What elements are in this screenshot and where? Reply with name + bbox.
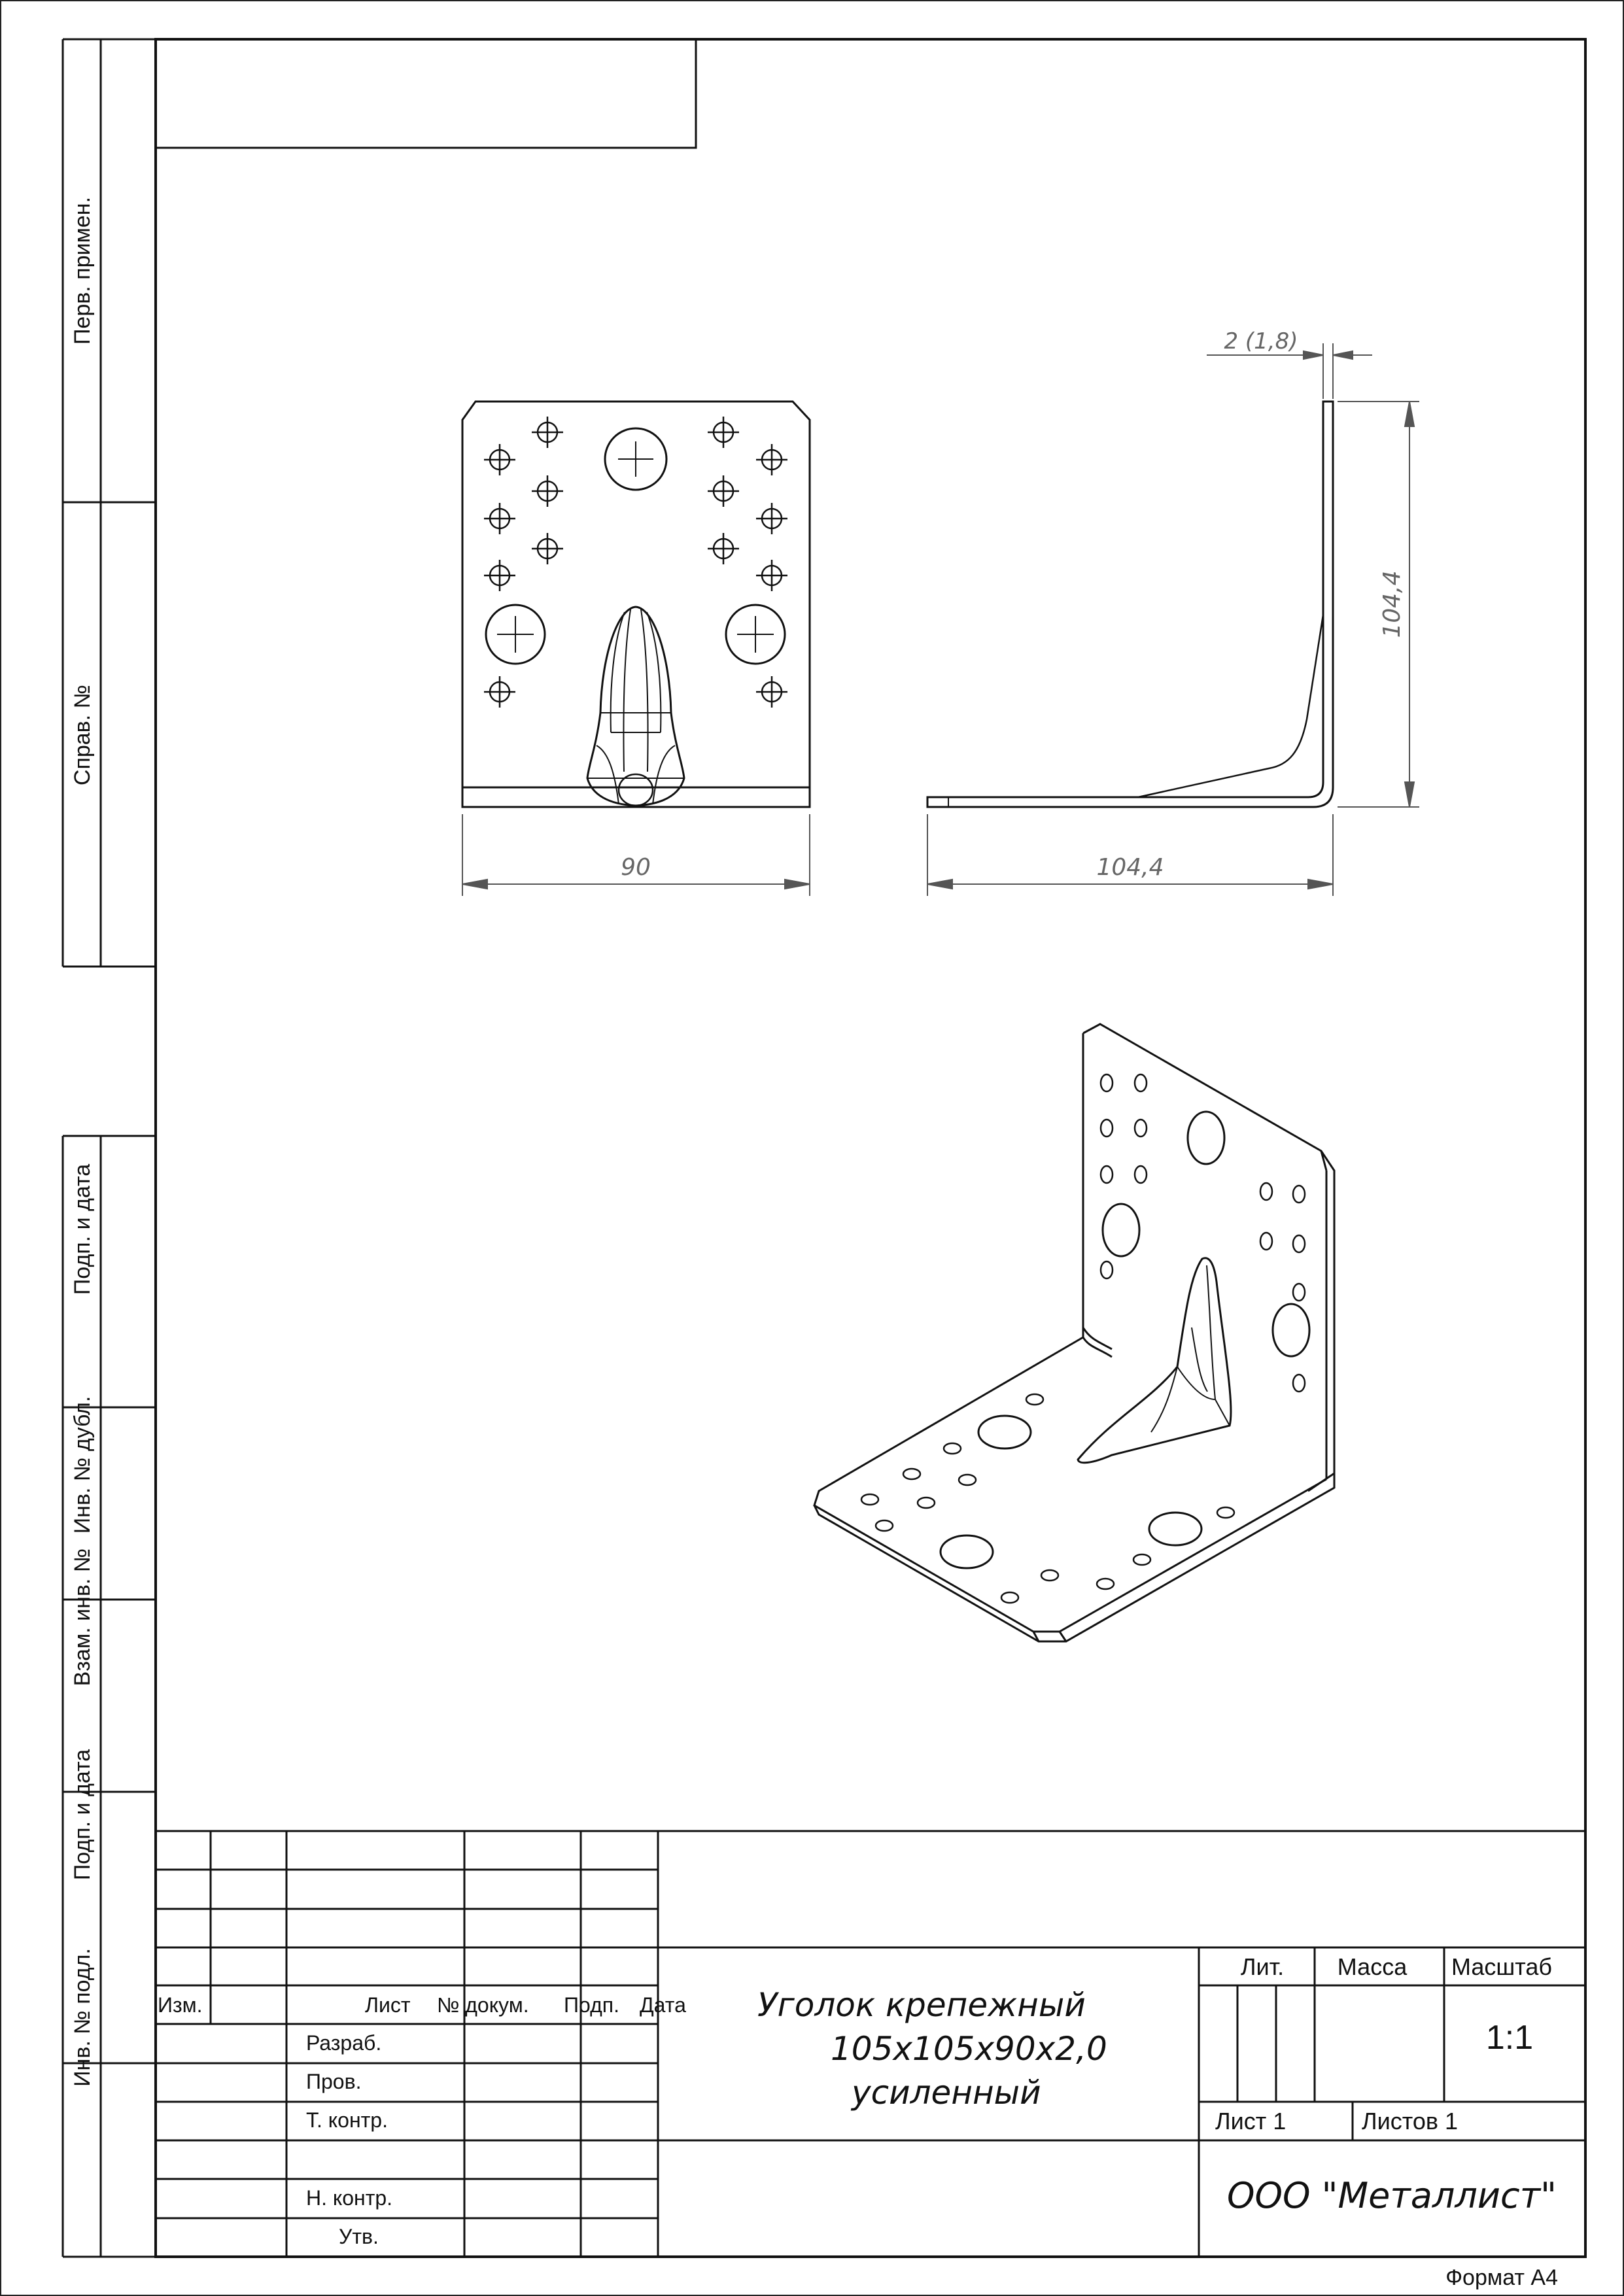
tb-title-line1: Уголок крепежный xyxy=(757,1986,1086,2024)
side-label-perv-primen: Перв. примен. xyxy=(70,196,95,345)
tb-role-utv: Утв. xyxy=(339,2225,379,2248)
tb-role-t-kontr: Т. контр. xyxy=(306,2108,388,2132)
tb-header-no-dokum: № докум. xyxy=(437,1993,529,2017)
dim-side-width-text: 104,4 xyxy=(1096,854,1164,881)
isometric-view xyxy=(814,1024,1334,1641)
dim-side-height-text: 104,4 xyxy=(1379,570,1406,638)
tb-header-podp: Подп. xyxy=(564,1993,619,2017)
tb-header-izm: Изм. xyxy=(158,1993,203,2017)
tb-header-data: Дата xyxy=(640,1993,686,2017)
tb-company: ООО "Металлист" xyxy=(1227,2175,1557,2216)
tb-massa-label: Масса xyxy=(1337,1953,1408,1980)
side-strip xyxy=(63,39,156,2257)
tb-sheet-label: Лист 1 xyxy=(1215,2108,1287,2134)
main-frame xyxy=(156,39,1585,2257)
tb-scale-value: 1:1 xyxy=(1485,2019,1534,2057)
side-label-podp-data-1: Подп. и дата xyxy=(70,1163,95,1295)
dim-front-width-text: 90 xyxy=(621,854,651,881)
tb-role-prov: Пров. xyxy=(306,2070,362,2093)
side-label-sprav-no: Справ. № xyxy=(70,684,95,786)
side-label-inv-no-podl: Инв. № подл. xyxy=(70,1948,95,2087)
dim-thickness-text: 2 (1,8) xyxy=(1224,328,1298,354)
front-view xyxy=(462,402,810,807)
tb-header-list: Лист xyxy=(365,1993,411,2017)
sheet-edge xyxy=(1,1,1623,2295)
side-view xyxy=(927,402,1333,807)
tb-role-n-kontr: Н. контр. xyxy=(306,2186,393,2210)
tb-title-line3: усиленный xyxy=(852,2074,1041,2112)
format-label: Формат А4 xyxy=(1445,2265,1558,2290)
tb-title-line2: 105х105х90х2,0 xyxy=(831,2030,1107,2068)
side-label-vzam-inv-no: Взам. инв. № xyxy=(70,1548,95,1687)
tb-masshtab-label: Масштаб xyxy=(1451,1953,1553,1980)
dimension-side xyxy=(927,343,1419,896)
top-stamp xyxy=(156,39,696,148)
tb-sheets-label: Листов 1 xyxy=(1362,2108,1458,2134)
tb-role-razrab: Разраб. xyxy=(306,2031,382,2055)
side-label-inv-no-dubl: Инв. № дубл. xyxy=(70,1396,95,1534)
side-label-podp-data-2: Подп. и дата xyxy=(70,1749,95,1881)
tb-lit-label: Лит. xyxy=(1240,1953,1285,1980)
